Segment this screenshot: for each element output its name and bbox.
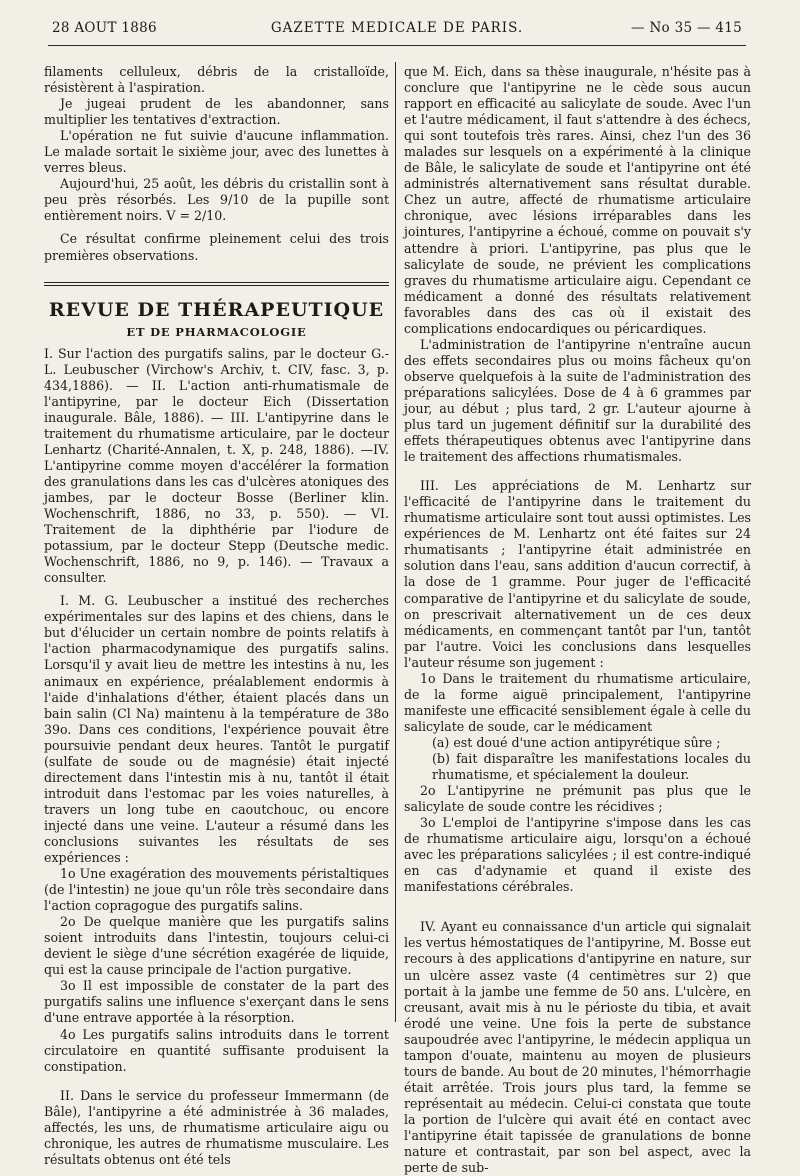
header-issue-page: — No 35 — 415 [631, 20, 742, 36]
list-item: 4o Les purgatifs salins introduits dans le torrent circulatoire en quantité suffisante produisent la constipation. [44, 1026, 389, 1074]
references-list: I. Sur l'action des purgatifs salins, par le docteur G.-L. Leubuscher (Virchow's Archiv, t. CIV, fasc. 3, p. 434,1886). — II. L'action anti-rhumatismale de l'antipyrine, par le docteur Eich (Dissertation inaugurale. Bâle, 1886). — III. L'antipyrine dans le traitement du rhumatisme articulaire, par le docteur Lenhartz (Charité-Annalen, t. X, p. 248, 1886). —IV. L'antipyrine comme moyen d'accélérer la formation des granulations dans les cas d'ulcères atoniques des jambes, par le docteur Bosse (Berliner klin. Wochenschrift, 1886, no 33, p. 550). — VI. Traitement de la diphthérie par l'iodure de potassium, par le docteur Stepp (Deutsche medic. Wochenschrift, 1886, no 9, p. 146). — Travaux a consulter. [44, 345, 389, 586]
left-column [44, 64, 389, 1168]
header-journal-title: GAZETTE MEDICALE DE PARIS. [270, 20, 524, 36]
section-heading [44, 282, 389, 346]
list-item: 1o Une exagération des mouvements péristaltiques (de l'intestin) ne joue qu'un rôle très secondaire dans l'action copragogue des purgatifs salins. [44, 866, 389, 914]
paragraph: I. M. G. Leubuscher a institué des recherches expérimentales sur des lapins et des chiens, dans le but d'élucider un certain nombre de points relatifs à l'action pharmacodynamique des purgatifs salins. Lorsqu'il y avait lieu de mettre les intestins à nu, les animaux en expérience, préalablement endormis à l'aide d'inhalations d'éther, étaient placés dans un bain salin (Cl Na) maintenu à la température de 38o 39o. Dans ces conditions, l'expérience pouvait être poursuivie pendant deux heures. Tantôt le purgatif (sulfate de soude ou de magnésie) était injecté directement dans l'intestin mis à nu, tantôt il était introduit dans l'estomac par les voies naturelles, à travers un long tube en caoutchouc, ou encore injecté dans une veine. L'auteur a résumé dans les conclusions suivantes les résultats de ses expériences : [44, 593, 389, 866]
right-column [404, 64, 751, 1176]
paragraph: L'opération ne fut suivie d'aucune inflammation. Le malade sortait le sixième jour, avec des lunettes à verres bleus. [44, 128, 389, 176]
paragraph: IV. Ayant eu connaissance d'un article qui signalait les vertus hémostatiques de l'antipyrine, M. Bosse eut recours à des applications d'antipyrine en nature, sur un ulcère assez vaste (4 centimètres sur 2) que portait à la jambe une femme de 50 ans. L'ulcère, en creusant, avait mis à nu le périoste du tibia, et avait érodé une veine. Une fois la perte de substance saupoudrée avec l'antipyrine, le médecin appliqua un tampon d'ouate, maintenu au moyen de plusieurs tours de bande. Au bout de 20 minutes, l'hémorrhagie était arrêtée. Trois jours plus tard, la femme se représentait au médecin. Celui-ci constata que toute la portion de l'ulcère qui avait été en contact avec l'antipyrine était tapissée de granulations de bonne nature et contrastait, par son bel aspect, avec la perte de sub- [404, 919, 751, 1176]
section-subtitle: ET DE PHARMACOLOGIE [126, 324, 307, 339]
list-item: 3o L'emploi de l'antipyrine s'impose dans les cas de rhumatisme articulaire aigu, lorsqu'on a échoué avec les préparations salicylées ; il est contre-indiqué en cas d'adynamie et quand il existe des manifestations cérébrales. [404, 815, 751, 895]
paragraph: filaments celluleux, débris de la cristalloïde, résistèrent à l'aspiration. [44, 64, 389, 96]
paragraph: Je jugeai prudent de les abandonner, sans multiplier les tentatives d'extraction. [44, 96, 389, 128]
page-header [52, 20, 742, 40]
list-item: (b) fait disparaître les manifestations locales du rhumatisme, et spécialement la douleur. [432, 750, 751, 783]
paragraph: Aujourd'hui, 25 août, les débris du cristallin sont à peu près résorbés. Les 9/10 de la pupille sont entièrement noirs. V = 2/10. [44, 176, 389, 224]
list-item: 2o De quelque manière que les purgatifs salins soient introduits dans l'intestin, toujours celui-ci devient le siège d'une sécrétion exagérée de liquide, qui est la cause principale de l'action purgative. [44, 914, 389, 978]
section-title: REVUE DE THÉRAPEUTIQUE [48, 298, 385, 321]
paragraph: L'administration de l'antipyrine n'entraîne aucun des effets secondaires plus ou moins fâcheux qu'on observe quelquefois à la suite de l'administration des préparations salicylées. Dose de 4 à 6 grammes par jour, au début ; plus tard, 2 gr. L'auteur ajourne à plus tard un jugement définitif sur la durabilité des effets thérapeutiques obtenus avec l'antipyrine dans le traitement des affections rhumatismales. [404, 336, 751, 465]
list-item: (a) est doué d'une action antipyrétique sûre ; [432, 734, 721, 750]
header-rule [48, 45, 746, 46]
header-date: 28 AOUT 1886 [52, 20, 157, 36]
paragraph: II. Dans le service du professeur Immermann (de Bâle), l'antipyrine a été administrée à 36 malades, affectés, les uns, de rhumatisme articulaire aigu ou chronique, les autres de rhumatisme musculaire. Les résultats obtenus ont été tels [44, 1087, 389, 1167]
section-double-rule [44, 282, 389, 286]
paragraph: III. Les appréciations de M. Lenhartz sur l'efficacité de l'antipyrine dans le traitement du rhumatisme articulaire sont tout aussi optimistes. Les expériences de M. Lenhartz ont été faites sur 24 rhumatisants ; l'antipyrine était administrée en solution dans l'eau, sans addition d'aucun correctif, à la dose de 1 gramme. Pour juger de l'efficacité comparative de l'antipyrine et du salicylate de soude, on prescrivait alternativement un de ces deux médicaments, en commençant tantôt par l'un, tantôt par l'autre. Voici les conclusions dans lesquelles l'auteur résume son jugement : [404, 478, 751, 670]
column-divider [395, 62, 396, 1022]
list-item: 2o L'antipyrine ne prémunit pas plus que le salicylate de soude contre les récidives ; [404, 783, 751, 815]
list-item: 1o Dans le traitement du rhumatisme articulaire, de la forme aiguë principalement, l'antipyrine manifeste une efficacité sensiblement égale à celle du salicylate de soude, car le médicament [404, 670, 751, 734]
list-item: 3o Il est impossible de constater de la part des purgatifs salins une influence s'exerçant dans le sens d'une entrave apportée à la résorption. [44, 978, 389, 1026]
paragraph: Ce résultat confirme pleinement celui des trois premières observations. [44, 231, 389, 263]
paragraph: que M. Eich, dans sa thèse inaugurale, n'hésite pas à conclure que l'antipyrine ne le cède sous aucun rapport en efficacité au salicylate de soude. Avec l'un et l'autre médicament, il faut s'attendre à des échecs, qui sont toutefois très rares. Ainsi, chez l'un des 36 malades sur lesquels on a expérimenté à la clinique de Bâle, le salicylate de soude et l'antipyrine ont été administrés alternativement sans résultat durable. Chez un autre, affecté de rhumatisme articulaire chronique, avec lésions irréparables dans les jointures, l'antipyrine a échoué, comme on pouvait s'y attendre à priori. L'antipyrine, pas plus que le salicylate de soude, ne prévient les complications graves du rhumatisme articulaire aigu. Cependant ce médicament a donné des résultats relativement favorables dans des cas où il existait des complications endocardiques ou péricardiques. [404, 64, 751, 336]
